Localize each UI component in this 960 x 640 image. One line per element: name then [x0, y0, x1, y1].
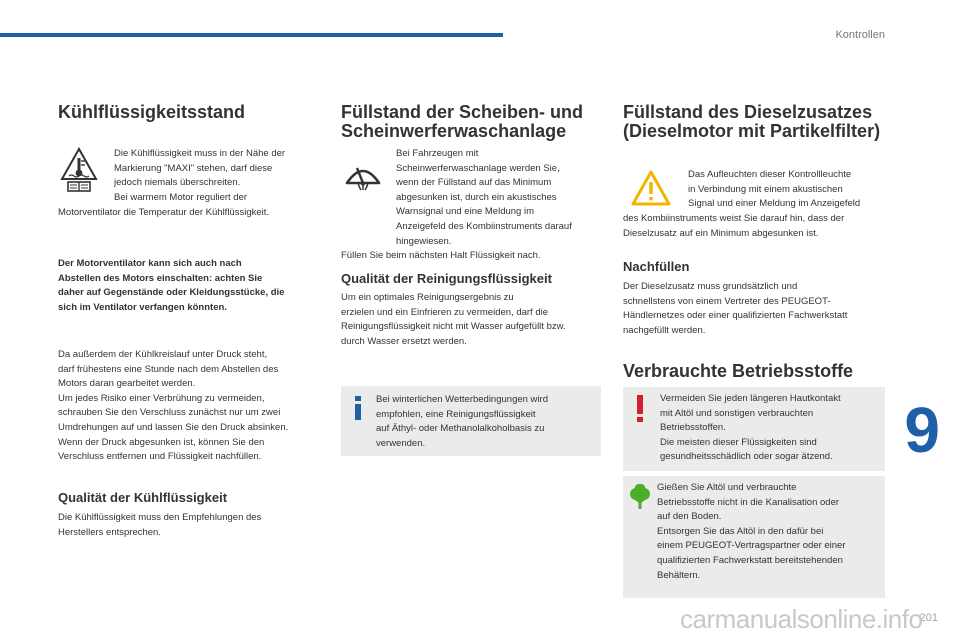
coolant-level-title: Kühlflüssigkeitsstand — [58, 102, 246, 122]
diesel-intro-indented: Das Aufleuchten dieser Kontrollleuchte in Verbindung mit einem akustischen Signal und einer Meldung im Anzeigefeld — [688, 169, 861, 210]
environment-info-text: Gießen Sie Altöl und verbrauchte Betriebsstoffe nicht in die Kanalisation oder auf den Boden. Entsorgen Sie das Altöl in den dafür bei einem PEUGEOT-Vertragspartner oder einer qualifizierten Fachwerkstatt bereitstehenden Behältern. — [657, 482, 846, 581]
winter-info-box — [341, 386, 601, 456]
coolant-intro-full: Motorventilator die Temperatur der Kühlflüssigkeit. — [58, 207, 270, 218]
info-icon — [351, 396, 365, 420]
coolant-quality-title: Qualität der Kühlflüssigkeit — [58, 490, 228, 505]
skin-contact-warning-box — [623, 387, 885, 471]
environment-info-box — [623, 476, 885, 598]
washer-intro-indented: Bei Fahrzeugen mit Scheinwerferwaschanlage werden Sie, wenn der Füllstand auf das Minimum abgesunken ist, durch ein akustisches Warnsignal und eine Meldung im Anzeigefeld des Kombiinstruments darauf hingewiesen. — [396, 148, 572, 247]
used-fluids-title: Verbrauchte Betriebsstoffe — [623, 361, 854, 381]
winter-info-text: Bei winterlichen Wetterbedingungen wird empfohlen, eine Reinigungsflüssigkeit auf Äthyl- oder Methanolalkoholbasis zu verwenden. — [376, 394, 548, 449]
diesel-additive-title-line1: Füllstand des Dieselzusatzes — [623, 102, 873, 122]
diesel-additive-title-line2: (Dieselmotor mit Partikelfilter) — [623, 121, 881, 141]
top-accent-bar — [0, 33, 503, 37]
diesel-intro-full: des Kombiinstruments weist Sie darauf hin, dass der Dieselzusatz auf ein Minimum abgesunken ist. — [623, 213, 845, 239]
washer-fluid-icon — [341, 153, 385, 193]
washer-level-title-line2: Scheinwerferwaschanlage — [341, 121, 567, 141]
exclamation-icon — [635, 395, 645, 423]
washer-quality-title: Qualität der Reinigungsflüssigkeit — [341, 271, 552, 286]
washer-quality-text: Um ein optimales Reinigungsergebnis zu erzielen und ein Einfrieren zu vermeiden, darf die Reinigungsflüssigkeit nicht mit Wasser aufgefüllt bzw. durch Wasser ersetzt werden. — [341, 292, 566, 347]
watermark: carmanualsonline.info — [680, 604, 923, 634]
coolant-temperature-icon — [60, 147, 98, 193]
skin-contact-warning-text: Vermeiden Sie jeden längeren Hautkontakt mit Altöl und sonstigen verbrauchten Betriebsstoffen. Die meisten dieser Flüssigkeiten sind gesundheitsschädlich oder sogar ätzend. — [660, 393, 841, 463]
page-number: 201 — [919, 612, 938, 624]
washer-level-title-line1: Füllstand der Scheiben- und — [341, 102, 584, 122]
fan-warning-text: Der Motorventilator kann sich auch nach Abstellen des Motors einschalten: achten Sie daher auf Gegenstände oder Kleidungsstücke, die sich im Ventilator verfangen könnten. — [58, 258, 285, 313]
coolant-intro-indented: Die Kühlflüssigkeit muss in der Nähe der Markierung "MAXI" stehen, darf diese jedoch niemals überschreiten. Bei warmem Motor reguliert der — [114, 148, 286, 203]
coolant-quality-text: Die Kühlflüssigkeit muss den Empfehlungen des Herstellers entsprechen. — [58, 512, 262, 538]
tree-icon — [629, 484, 651, 510]
chapter-number: 9 — [904, 394, 940, 466]
refill-text: Der Dieselzusatz muss grundsätzlich und schnellstens von einem Vertreter des PEUGEOT- Händlernetzes oder einer qualifizierten Fachwerkstatt nachgefüllt werden. — [623, 281, 848, 336]
refill-title: Nachfüllen — [623, 259, 690, 274]
washer-intro-full: Füllen Sie beim nächsten Halt Flüssigkeit nach. — [341, 250, 541, 261]
coolant-pressure-text: Da außerdem der Kühlkreislauf unter Druck steht, darf frühestens eine Stunde nach dem Abstellen des Motors daran gearbeitet werden. Um jedes Risiko einer Verbrühung zu vermeiden, schrauben Sie den Verschluss zunächst nur um zwei Umdrehungen auf und lassen Sie den Druck absinken. Wenn der Druck abgesunken ist, können Sie den Verschluss entfernen und Flüssigkeit nachfüllen. — [58, 349, 289, 463]
section-title: Kontrollen — [835, 29, 885, 41]
warning-triangle-icon — [631, 170, 671, 206]
